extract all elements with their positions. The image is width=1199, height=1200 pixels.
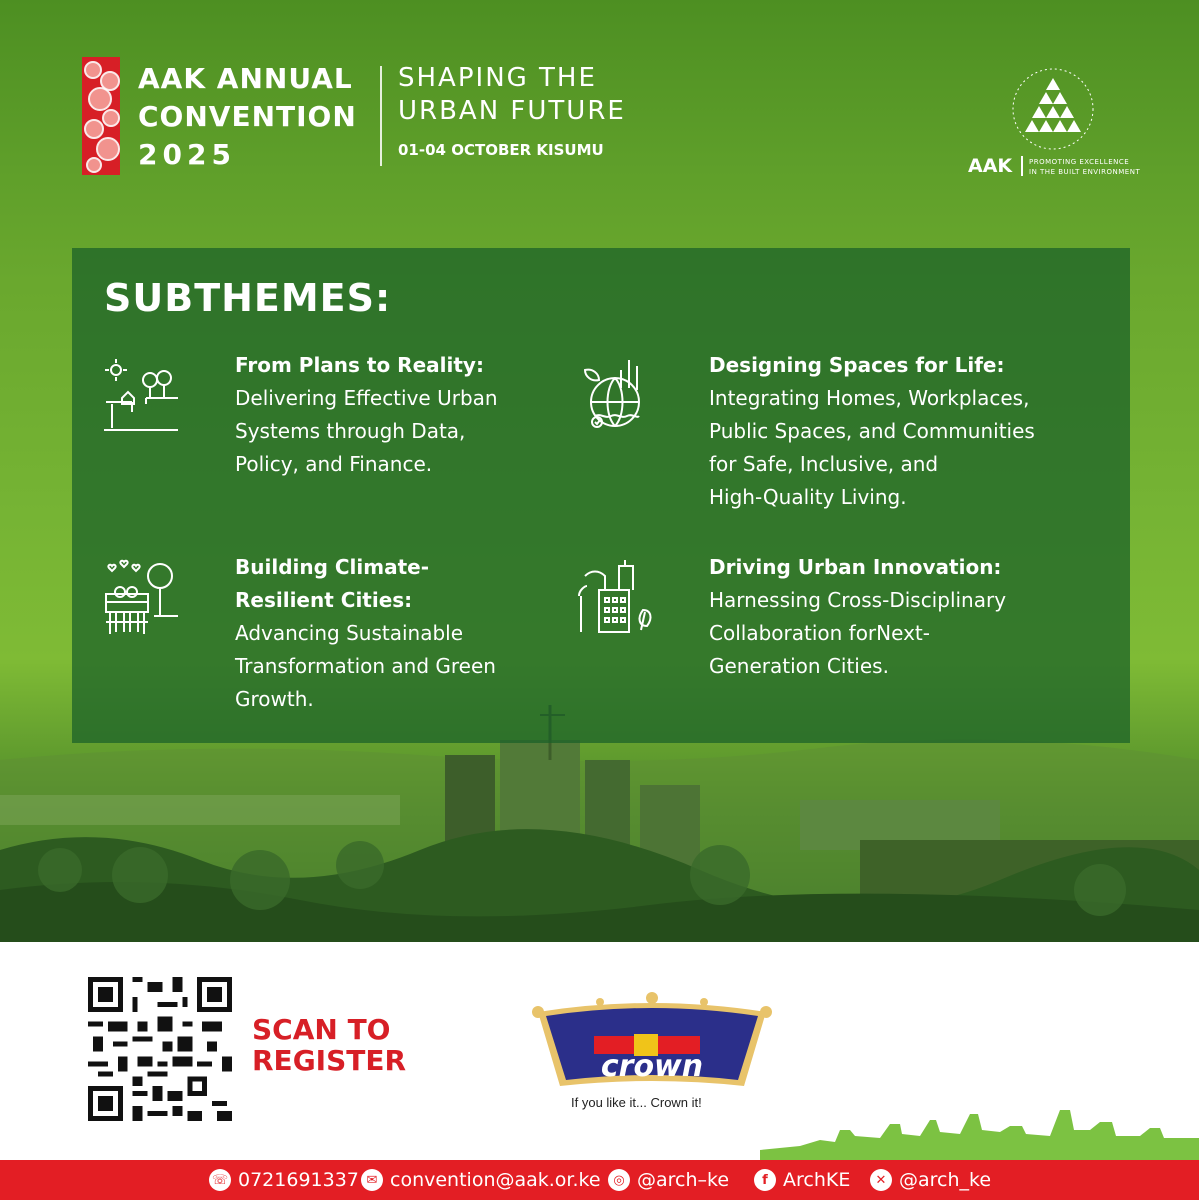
subtheme-heading: From Plans to Reality: [235,353,484,377]
sponsor-tagline: If you like it... Crown it! [571,1095,702,1110]
aak-divider [1021,156,1023,176]
title-line: 2025 [138,138,236,171]
subtheme-body-line: Integrating Homes, Workplaces, [709,386,1030,410]
x-icon: ✕ [870,1169,892,1191]
aak-tagline [1029,157,1140,177]
park-bench-icon [102,558,182,638]
instagram-icon: ◎ [608,1169,630,1191]
aak-tagline-line: IN THE BUILT ENVIRONMENT [1029,168,1141,176]
globe-city-icon [575,356,655,436]
x-contact[interactable] [870,1166,991,1194]
theme-line: URBAN FUTURE [398,96,626,126]
convention-logo-mark [82,57,120,175]
header-divider [380,66,382,166]
subtheme-body-line: Harnessing Cross-Disciplinary [709,588,1007,612]
aak-tagline-line: PROMOTING EXCELLENCE [1029,158,1130,166]
subtheme-heading: Building Climate- [235,555,430,579]
email-address: convention@aak.or.ke [390,1169,601,1191]
subtheme-body-line: Policy, and Finance. [235,452,433,476]
subtheme-heading: Driving Urban Innovation: [709,555,1002,579]
email-icon: ✉ [361,1169,383,1191]
plans-landscape-icon [102,356,182,436]
scan-line: SCAN TO [252,1013,391,1046]
subtheme-item [709,349,1035,514]
title-line: AAK ANNUAL [138,62,353,95]
sponsor-name: crown [600,1049,704,1084]
date-location: 01-04 OCTOBER KISUMU [398,141,604,159]
qr-code-icon[interactable] [88,977,232,1121]
phone-contact[interactable] [209,1166,359,1194]
instagram-contact[interactable] [608,1166,729,1194]
subtheme-body-line: for Safe, Inclusive, and [709,452,939,476]
subtheme-heading: Resilient Cities: [235,588,413,612]
subtheme-body-line: Collaboration forNext- [709,621,930,645]
phone-icon: ☏ [209,1169,231,1191]
city-skyline-silhouette [760,1100,1199,1160]
subtheme-body-line: Generation Cities. [709,654,889,678]
x-handle: @arch_ke [899,1169,992,1191]
email-contact[interactable] [361,1166,601,1194]
subtheme-item [709,551,1006,683]
scan-to-register-label [252,1014,406,1076]
subtheme-body-line: Growth. [235,687,314,711]
scan-line: REGISTER [252,1044,407,1077]
subtheme-body-line: High-Quality Living. [709,485,907,509]
facebook-icon: f [754,1169,776,1191]
subtheme-body-line: Transformation and Green [235,654,496,678]
facebook-handle: ArchKE [783,1169,851,1191]
subtheme-item [235,551,496,716]
theme-line: SHAPING THE [398,63,597,93]
subtheme-item [235,349,498,481]
subtheme-body-line: Delivering Effective Urban [235,386,498,410]
convention-theme [398,62,626,167]
aak-wordmark: AAK [968,155,1013,177]
green-buildings-icon [575,556,655,636]
subthemes-title: SUBTHEMES: [104,276,392,320]
subtheme-body-line: Advancing Sustainable [235,621,464,645]
subtheme-body-line: Systems through Data, [235,419,466,443]
instagram-handle: @arch–ke [637,1169,730,1191]
subtheme-body-line: Public Spaces, and Communities [709,419,1035,443]
facebook-contact[interactable] [754,1166,850,1194]
title-line: CONVENTION [138,100,357,133]
subtheme-heading: Designing Spaces for Life: [709,353,1005,377]
aak-emblem-icon [1010,66,1096,152]
convention-title [138,60,357,174]
phone-number: 0721691337 [238,1169,359,1191]
